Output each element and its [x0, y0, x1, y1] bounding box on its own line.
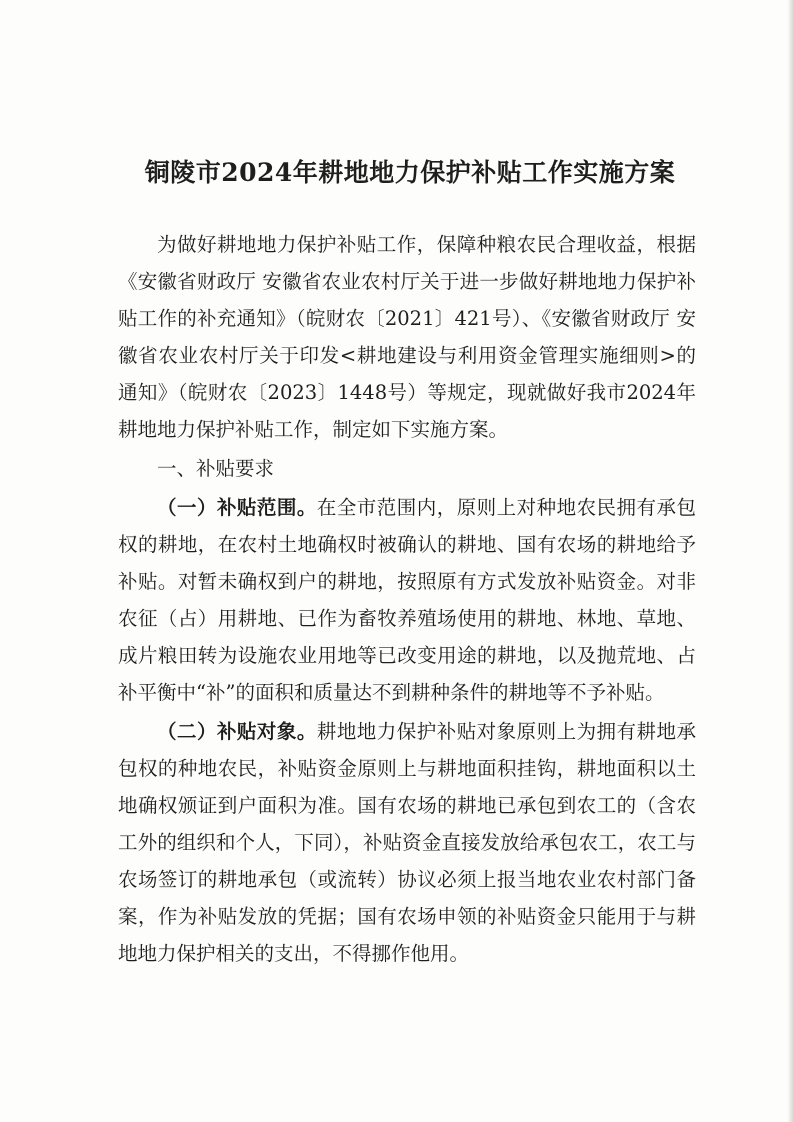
item-1-label: （一）补贴范围。: [157, 496, 317, 519]
document-body: [118, 226, 696, 974]
page-edge-shadow: [787, 0, 793, 1122]
item-1-text: 在全市范围内，原则上对种地农民拥有承包权的耕地，在农村土地确权时被确认的耕地、国有农场的耕地给予补贴。对暂未确权到户的耕地，按照原有方式发放补贴资金。对非农征（占）用耕地、已作为畜牧养殖场使用的耕地、林地、草地、成片粮田转为设施农业用地等已改变用途的耕地，以及抛荒地、占补平衡中“补”的面积和质量达不到耕种条件的耕地等不予补贴。: [118, 496, 696, 704]
intro-paragraph: 为做好耕地地力保护补贴工作，保障种粮农民合理收益，根据《安徽省财政厅 安徽省农业农村厅关于进一步做好耕地地力保护补贴工作的补充通知》（皖财农〔2021〕421号）、《安徽省财政厅 安徽省农业农村厅关于印发<耕地建设与利用资金管理实施细则>的通知》（皖财农〔2023〕1448号）等规定，现就做好我市2024年耕地地力保护补贴工作，制定如下实施方案。: [118, 233, 696, 441]
document-title: 铜陵市2024年耕地地力保护补贴工作实施方案: [144, 158, 676, 187]
item-2-text: 耕地地力保护补贴对象原则上为拥有耕地承包权的种地农民，补贴资金原则上与耕地面积挂钩，耕地面积以土地确权颁证到户面积为准。国有农场的耕地已承包到农工的（含农工外的组织和个人，下同），补贴资金直接发放给承包农工，农工与农场签订的耕地承包（或流转）协议必须上报当地农业农村部门备案，作为补贴发放的凭据；国有农场申领的补贴资金只能用于与耕地地力保护相关的支出，不得挪作他用。: [118, 720, 696, 965]
item-2-paragraph: [118, 713, 696, 972]
item-1-paragraph: [118, 489, 696, 711]
section-heading-1: 一、补贴要求: [157, 457, 275, 480]
item-2-label: （二）补贴对象。: [157, 720, 317, 743]
